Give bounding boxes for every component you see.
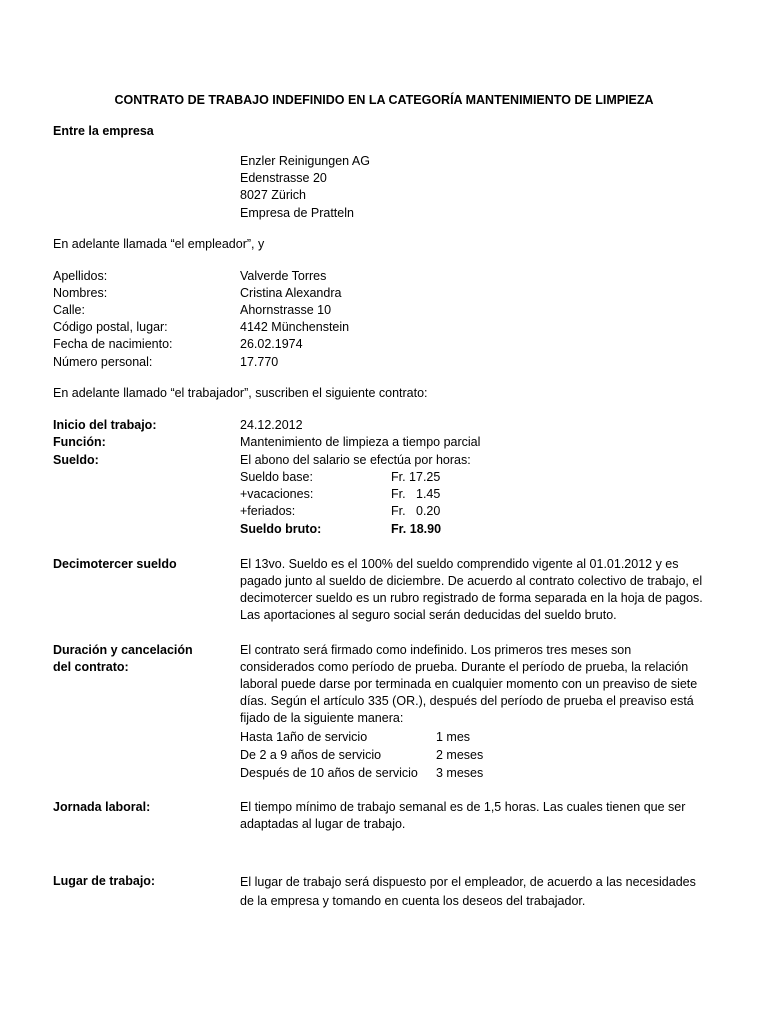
paragraph-line: considerados como período de prueba. Durante el período de prueba, la relación: [240, 660, 689, 674]
paragraph-line: El tiempo mínimo de trabajo semanal es de 1,5 horas. Las cuales tienen que ser: [240, 800, 686, 814]
workplace-paragraph: [240, 873, 710, 911]
employee-label-birthdate: Fecha de nacimiento:: [53, 337, 173, 351]
employee-value-street: Ahornstrasse 10: [240, 303, 332, 317]
notice-period-value: 1 mes: [436, 730, 471, 744]
workday-label: Jornada laboral:: [53, 800, 151, 814]
salary-row-label: +feriados:: [240, 504, 296, 518]
thirteenth-label: Decimotercer sueldo: [53, 557, 177, 571]
notice-period-value: 2 meses: [436, 748, 484, 762]
intro-text: Entre la empresa: [53, 124, 154, 138]
start-value: 24.12.2012: [240, 418, 303, 432]
employee-label-names: Nombres:: [53, 286, 108, 300]
workplace-label: Lugar de trabajo:: [53, 874, 156, 888]
function-label: Función:: [53, 435, 106, 449]
paragraph-line: Las aportaciones al seguro social serán deducidas del sueldo bruto.: [240, 608, 617, 622]
employee-label-number: Número personal:: [53, 355, 153, 369]
duration-label-line2: del contrato:: [53, 660, 129, 674]
salary-row-value: Fr. 1.45: [391, 487, 441, 501]
start-label: Inicio del trabajo:: [53, 418, 157, 432]
salary-row-label: Sueldo base:: [240, 470, 313, 484]
employee-label-surname: Apellidos:: [53, 269, 108, 283]
thirteenth-paragraph: [240, 556, 710, 624]
employee-label-street: Calle:: [53, 303, 85, 317]
salary-row-value: Fr. 17.25: [391, 470, 441, 484]
document-title: CONTRATO DE TRABAJO INDEFINIDO EN LA CATEGORÍA MANTENIMIENTO DE LIMPIEZA: [114, 93, 654, 107]
function-value: Mantenimiento de limpieza a tiempo parcial: [240, 435, 481, 449]
salary-label: Sueldo:: [53, 453, 99, 467]
worker-note: En adelante llamado “el trabajador”, suscriben el siguiente contrato:: [53, 386, 428, 400]
company-branch: Empresa de Pratteln: [240, 206, 354, 220]
paragraph-line: pagado junto al sueldo de diciembre. De acuerdo al contrato colectivo de trabajo, el: [240, 574, 703, 588]
employee-value-surname: Valverde Torres: [240, 269, 327, 283]
employee-value-number: 17.770: [240, 355, 279, 369]
notice-period-label: Hasta 1año de servicio: [240, 730, 368, 744]
notice-period-label: Después de 10 años de servicio: [240, 766, 418, 780]
notice-period-value: 3 meses: [436, 766, 484, 780]
notice-period-label: De 2 a 9 años de servicio: [240, 748, 382, 762]
salary-gross-label: Sueldo bruto:: [240, 522, 322, 536]
company-city: 8027 Zürich: [240, 188, 307, 202]
paragraph-line: El lugar de trabajo será dispuesto por el empleador, de acuerdo a las necesidades: [240, 875, 696, 889]
company-street: Edenstrasse 20: [240, 171, 327, 185]
paragraph-line: días. Según el artículo 335 (OR.), después del período de prueba el preaviso está: [240, 694, 694, 708]
salary-gross-value: Fr. 18.90: [391, 522, 442, 536]
employee-label-postal: Código postal, lugar:: [53, 320, 168, 334]
duration-label-line1: Duración y cancelación: [53, 643, 193, 657]
paragraph-line: fijado de la siguiente manera:: [240, 711, 404, 725]
salary-row-value: Fr. 0.20: [391, 504, 441, 518]
company-name: Enzler Reinigungen AG: [240, 154, 370, 168]
employer-note: En adelante llamada “el empleador”, y: [53, 237, 265, 251]
paragraph-line: de la empresa y tomando en cuenta los deseos del trabajador.: [240, 894, 586, 908]
salary-row-label: +vacaciones:: [240, 487, 314, 501]
duration-paragraph: [240, 642, 710, 727]
employee-value-names: Cristina Alexandra: [240, 286, 342, 300]
employee-value-postal: 4142 Münchenstein: [240, 320, 350, 334]
paragraph-line: laboral puede darse por terminada en cualquier momento con un preaviso de siete: [240, 677, 698, 691]
paragraph-line: adaptadas al lugar de trabajo.: [240, 817, 406, 831]
paragraph-line: El 13vo. Sueldo es el 100% del sueldo comprendido vigente al 01.01.2012 y es: [240, 557, 679, 571]
workday-paragraph: [240, 799, 710, 833]
paragraph-line: decimotercer sueldo es un rubro registrado de forma separada en la hoja de pagos.: [240, 591, 703, 605]
employee-value-birthdate: 26.02.1974: [240, 337, 303, 351]
salary-intro: El abono del salario se efectúa por horas:: [240, 453, 471, 467]
paragraph-line: El contrato será firmado como indefinido. Los primeros tres meses son: [240, 643, 632, 657]
